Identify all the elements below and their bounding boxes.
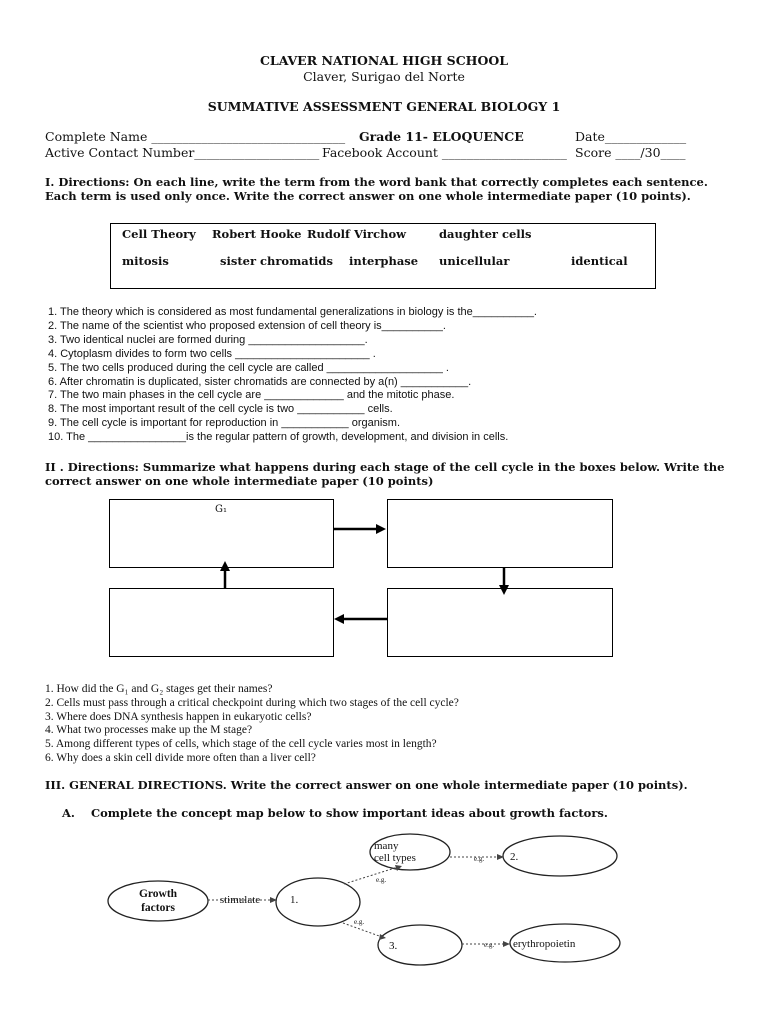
node3-label: 3. [389, 940, 398, 952]
list-item: 7. The two main phases in the cell cycle are _____________ and the mitotic phase. [48, 389, 455, 402]
word-sister-chromatids: sister chromatids [220, 254, 333, 268]
list-item: 10. The ________________is the regular pattern of growth, development, and division in cells. [48, 431, 509, 444]
facebook-account-field: Facebook Account ____________________ [322, 145, 567, 160]
list-item: 1. The theory which is considered as most fundamental generalizations in biology is the__________. [48, 306, 537, 318]
many-label: many [374, 840, 399, 852]
list-item: 2. Cells must pass through a critical checkpoint during which two stages of the cell cycle? [45, 696, 459, 709]
word-unicellular: unicellular [439, 254, 510, 268]
eg-label: e.g. [484, 941, 495, 949]
node1-label: 1. [290, 894, 299, 906]
list-item: 5. The two cells produced during the cell cycle are called ___________________ . [48, 361, 449, 374]
list-item: 9. The cell cycle is important for reproduction in ___________ organism. [48, 417, 400, 430]
word-rudolf-virchow: Rudolf Virchow [307, 227, 407, 241]
word-mitosis: mitosis [122, 254, 169, 268]
list-item: 6. After chromatin is duplicated, sister chromatids are connected by a(n) ___________. [48, 375, 472, 388]
school-location: Claver, Surigao del Norte [303, 69, 465, 84]
word-cell-theory: Cell Theory [122, 227, 196, 241]
complete-name-field: Complete Name _______________________________ [45, 129, 346, 144]
word-daughter-cells: daughter cells [439, 227, 532, 241]
growth-factors-node [108, 881, 208, 921]
list-item: 3. Two identical nuclei are formed during ___________________. [48, 333, 368, 346]
list-item: 1. How did the G₁ and G₂ stages get their names? [45, 683, 273, 695]
cell-types-label: cell types [374, 852, 416, 864]
eg-label: e.g. [354, 918, 365, 926]
contact-number-field: Active Contact Number____________________ [45, 145, 320, 160]
part2-directions: II . Directions: Summarize what happens during each stage of the cell cycle in the boxes below. Write the correct answer on one whole intermediate paper (10 points) [45, 460, 725, 488]
list-item: 3. Where does DNA synthesis happen in eukaryotic cells? [45, 710, 312, 723]
list-item: 6. Why does a skin cell divide more often than a liver cell? [45, 751, 316, 764]
grade-section: Grade 11- ELOQUENCE [359, 129, 524, 144]
concept-node-2 [503, 836, 617, 876]
list-item: 4. Cytoplasm divides to form two cells ______________________ . [48, 347, 376, 360]
list-item: 4. What two processes make up the M stage? [45, 724, 253, 737]
eg-label: e.g. [376, 876, 387, 884]
word-interphase: interphase [349, 254, 419, 268]
list-item: 2. The name of the scientist who proposed extension of cell theory is__________. [48, 319, 446, 332]
concept-node-1 [276, 878, 360, 926]
growth-label-line2: factors [141, 902, 175, 914]
score-field: Score ____/30____ [575, 145, 686, 160]
word-identical: identical [571, 254, 628, 268]
list-item: 8. The most important result of the cell cycle is two ___________ cells. [48, 403, 393, 416]
growth-label-line1: Growth [138, 888, 178, 900]
eg-label: e.g. [474, 855, 485, 863]
word-robert-hooke: Robert Hooke [212, 227, 302, 241]
g1-label: G₁ [215, 504, 227, 515]
node2-label: 2. [510, 851, 519, 863]
date-field: Date_____________ [575, 129, 687, 144]
assessment-title: SUMMATIVE ASSESSMENT GENERAL BIOLOGY 1 [207, 99, 561, 114]
erythropoietin-label: erythropoietin [513, 938, 576, 950]
part3-directions: III. GENERAL DIRECTIONS. Write the correct answer on one whole intermediate paper (10 points). [45, 778, 688, 792]
part3-sub-a: A. Complete the concept map below to show important ideas about growth factors. [62, 806, 608, 820]
school-name: CLAVER NATIONAL HIGH SCHOOL [259, 53, 509, 68]
list-item: 5. Among different types of cells, which stage of the cell cycle varies most in length? [45, 738, 437, 751]
part1-directions: I. Directions: On each line, write the term from the word bank that correctly completes each sentence. Each term is used only once. Write the correct answer on one whole intermediate paper (10 points). [45, 175, 708, 203]
stimulate-label: stimulate [219, 894, 261, 906]
